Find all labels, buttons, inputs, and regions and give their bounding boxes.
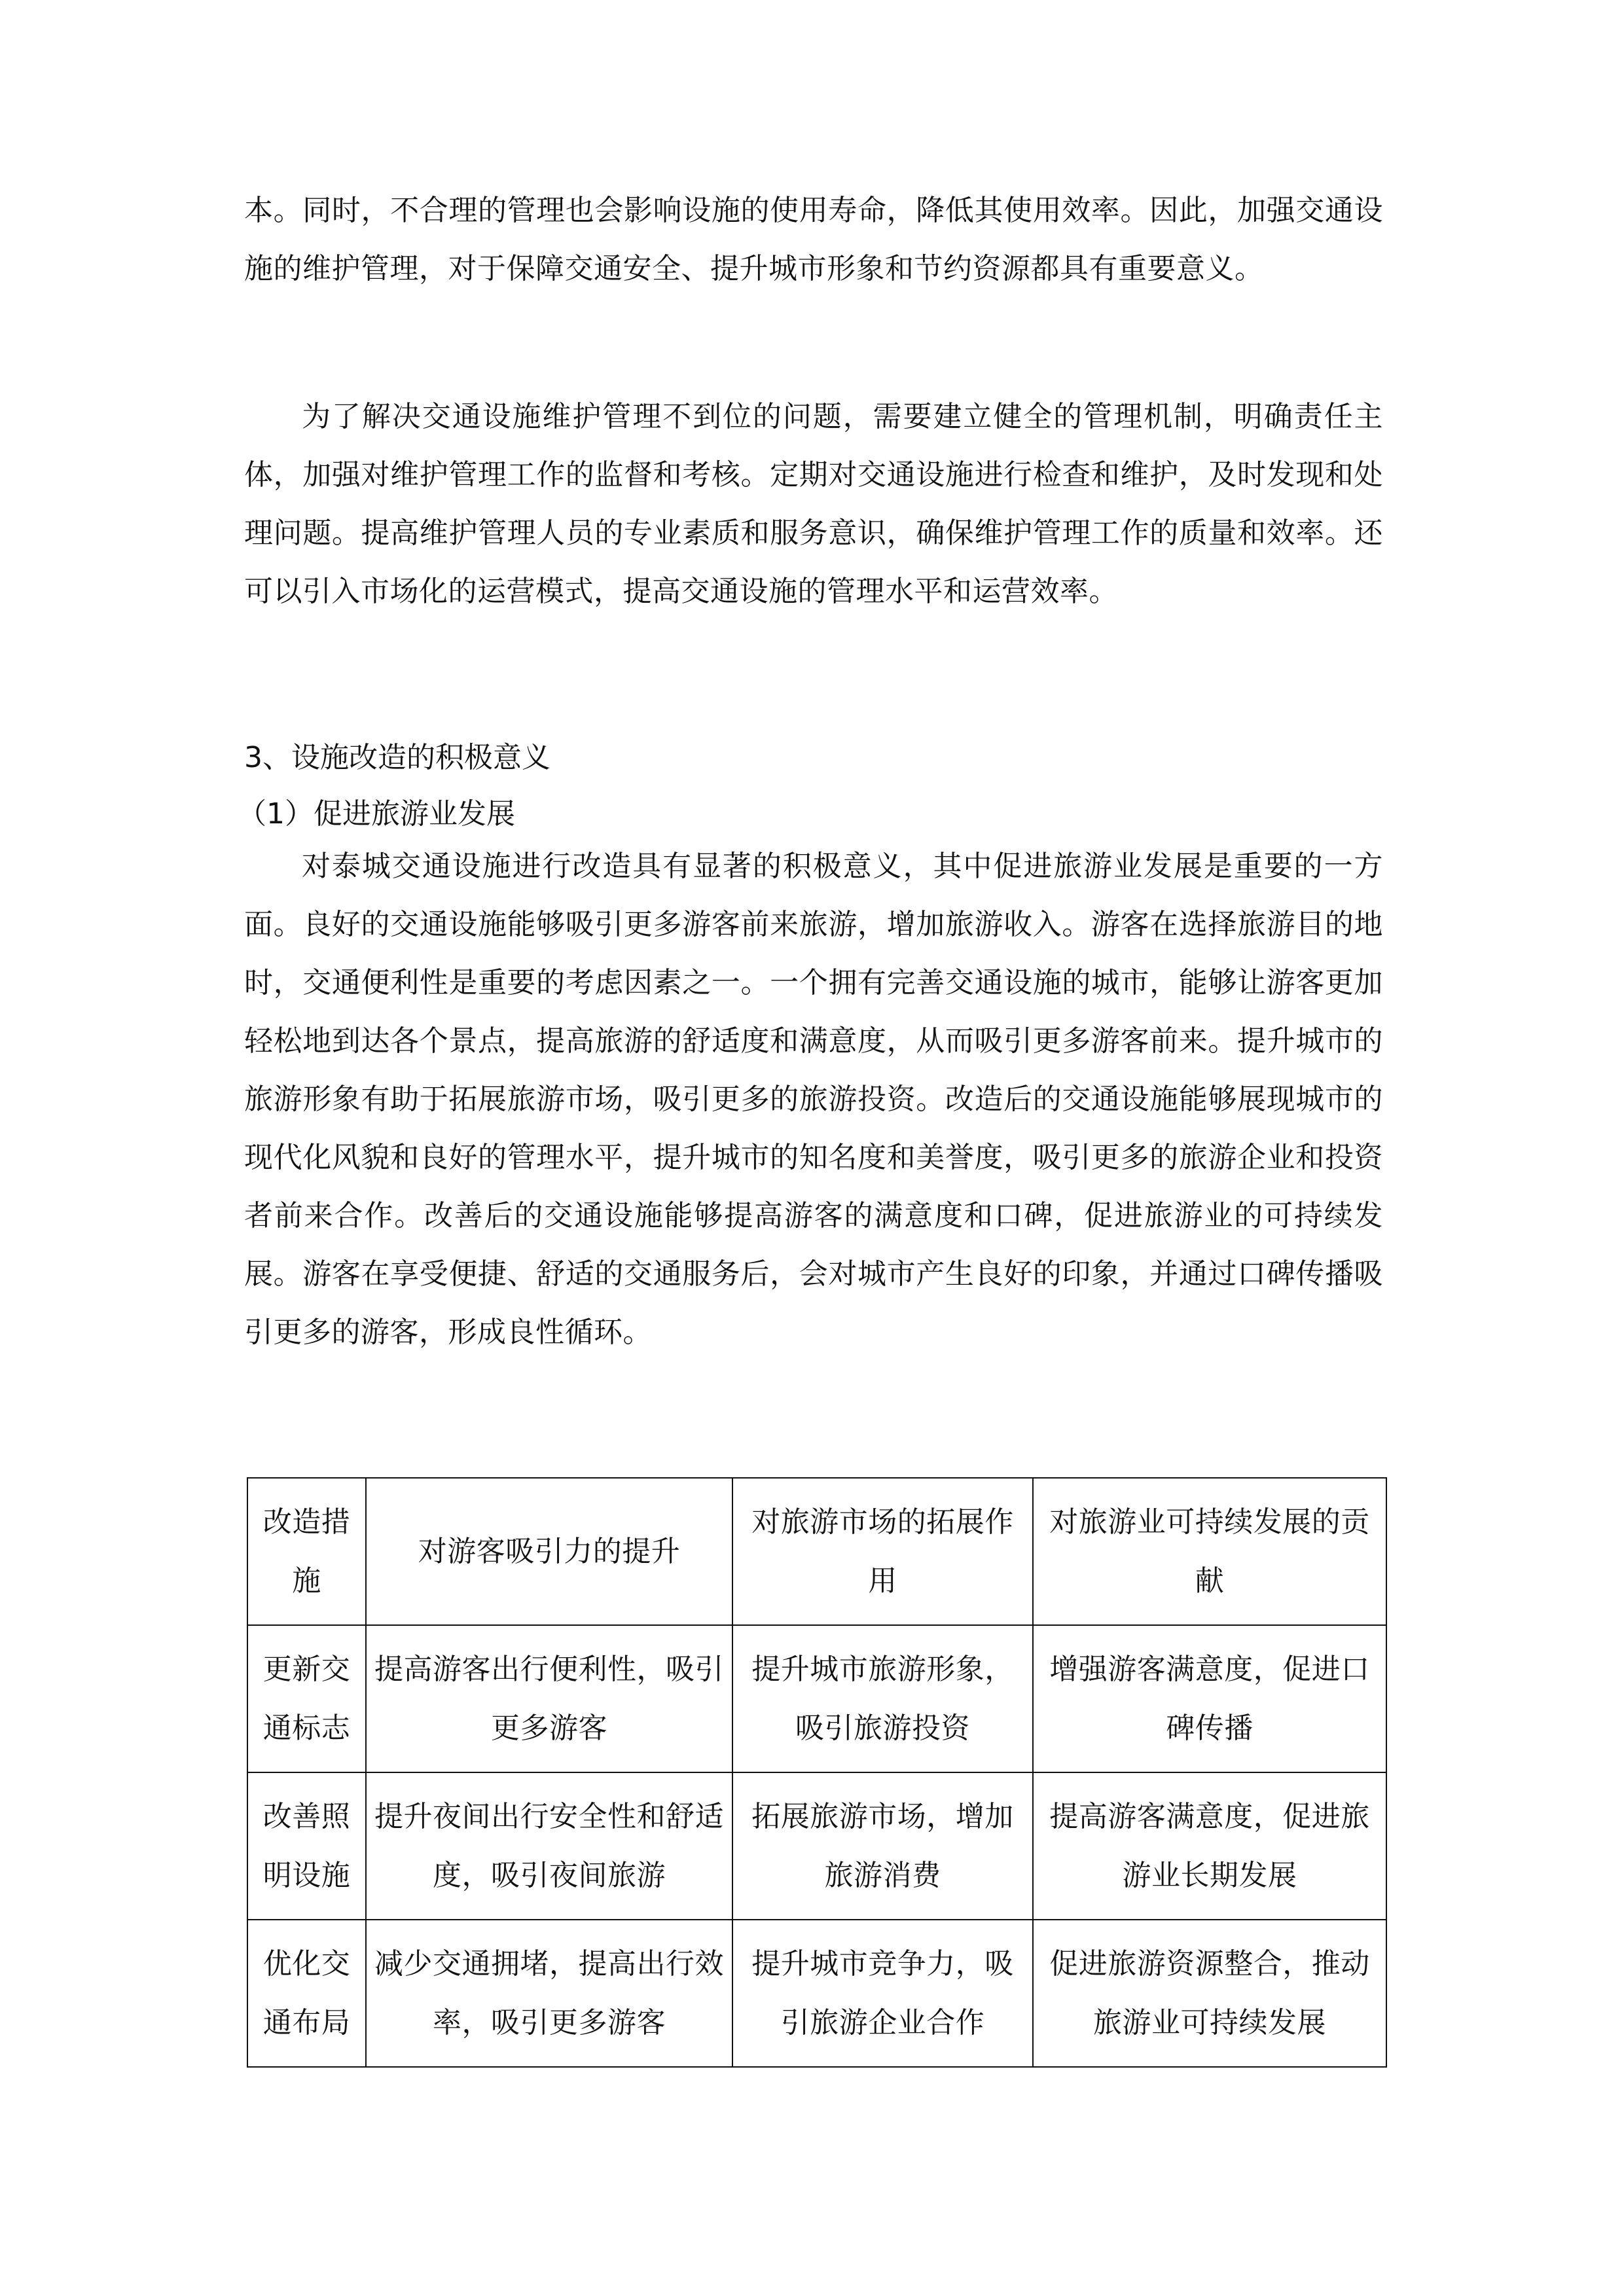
paragraph-tourism-development: 对泰城交通设施进行改造具有显著的积极意义，其中促进旅游业发展是重要的一方面。良好的交通设施能够吸引更多游客前来旅游，增加旅游收入。游客在选择旅游目的地时，交通便利性是重要的考虑因素之一。一个拥有完善交通设施的城市，能够让游客更加轻松地到达各个景点，提高旅游的舒适度和满意度，从而吸引更多游客前来。提升城市的旅游形象有助于拓展旅游市场，吸引更多的旅游投资。改造后的交通设施能够展现城市的现代化风貌和良好的管理水平，提升城市的知名度和美誉度，吸引更多的旅游企业和投资者前来合作。改善后的交通设施能够提高游客的满意度和口碑，促进旅游业的可持续发展。游客在享受便捷、舒适的交通服务后，会对城市产生良好的印象，并通过口碑传播吸引更多的游客，形成良性循环。 [244, 850, 1383, 1349]
table-cell: 更新交通标志 [247, 1625, 366, 1772]
table-row [247, 1920, 1386, 2067]
table-cell: 提升城市旅游形象，吸引旅游投资 [732, 1625, 1033, 1772]
table-header-cell: 对旅游市场的拓展作用 [732, 1478, 1033, 1625]
table-cell: 增强游客满意度，促进口碑传播 [1033, 1625, 1386, 1772]
table-cell: 提升城市竞争力，吸引旅游企业合作 [732, 1920, 1033, 2067]
table-cell: 优化交通布局 [247, 1920, 366, 2067]
table-cell: 减少交通拥堵，提高出行效率，吸引更多游客 [366, 1920, 732, 2067]
table-cell: 提高游客满意度，促进旅游业长期发展 [1033, 1772, 1386, 1920]
section-heading: 3、设施改造的积极意义 [244, 741, 550, 774]
table-header-cell: 改造措施 [247, 1478, 366, 1625]
table-header-row [247, 1478, 1386, 1625]
table-header-cell: 对旅游业可持续发展的贡献 [1033, 1478, 1386, 1625]
paragraph-maintenance-solutions: 为了解决交通设施维护管理不到位的问题，需要建立健全的管理机制，明确责任主体，加强对维护管理工作的监督和考核。定期对交通设施进行检查和维护，及时发现和处理问题。提高维护管理人员的专业素质和服务意识，确保维护管理工作的质量和效率。还可以引入市场化的运营模式，提高交通设施的管理水平和运营效率。 [244, 400, 1383, 608]
subsection-heading: （1）促进旅游业发展 [238, 797, 515, 831]
table-row [247, 1625, 1386, 1772]
table-row [247, 1772, 1386, 1920]
renovation-table [247, 1477, 1387, 2068]
table-cell: 提升夜间出行安全性和舒适度，吸引夜间旅游 [366, 1772, 732, 1920]
table-cell: 促进旅游资源整合，推动旅游业可持续发展 [1033, 1920, 1386, 2067]
table-cell: 拓展旅游市场，增加旅游消费 [732, 1772, 1033, 1920]
paragraph-maintenance-importance: 本。同时，不合理的管理也会影响设施的使用寿命，降低其使用效率。因此，加强交通设施的维护管理，对于保障交通安全、提升城市形象和节约资源都具有重要意义。 [244, 194, 1383, 285]
table-header-cell: 对游客吸引力的提升 [366, 1478, 732, 1625]
table-cell: 改善照明设施 [247, 1772, 366, 1920]
table-cell: 提高游客出行便利性，吸引更多游客 [366, 1625, 732, 1772]
